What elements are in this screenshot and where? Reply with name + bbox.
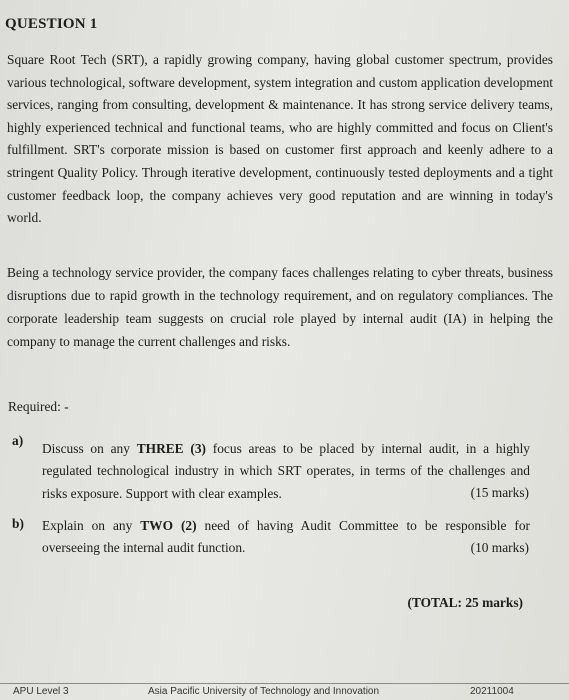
question-b-text-bold: TWO (2) (140, 518, 197, 533)
question-a-text-pre: Discuss on any (42, 441, 137, 456)
footer-divider (0, 683, 569, 684)
footer-university: Asia Pacific University of Technology and Innovation (148, 686, 380, 697)
footer-level: APU Level 3 (13, 686, 69, 697)
question-a-text-post: focus areas to be placed by internal audit, in a highly regulated technological industry in which SRT operates, in terms of the challenges and risks exposure. Support with clear examples. (42, 441, 531, 501)
required-label: Required: - (8, 399, 69, 414)
footer-code: 20211004 (470, 686, 514, 697)
question-a-text-bold: THREE (3) (136, 441, 206, 456)
question-a-text (42, 438, 530, 505)
question-b-text-post: need of having Audit Committee to be responsible for overseeing the internal audit function. (42, 518, 530, 556)
question-a-marks: (15 marks) (470, 485, 529, 500)
question-b-text (42, 515, 530, 560)
total-marks: (TOTAL: 25 marks) (407, 595, 523, 610)
scenario-paragraph-2: Being a technology service provider, the company faces challenges relating to cyber threats, business disruptions due to rapid growth in the technology requirement, and on regulatory compliances. The corporate leadership team suggests on crucial role played by internal audit (IA) in helping the company to manage the current challenges and risks. (7, 265, 553, 349)
question-b-label: b) (12, 516, 24, 531)
question-b-marks: (10 marks) (470, 540, 529, 555)
question-a-label: a) (12, 433, 24, 448)
scenario-paragraph-1: Square Root Tech (SRT), a rapidly growing company, having global customer spectrum, provides various technological, software development, system integration and custom application development services, ranging from consulting, development & maintenance. It has strong service delivery teams, highly experienced technical and functional teams, who are highly committed and focus on Client's fulfillment. SRT's corporate mission is based on customer first approach and keenly adhere to a stringent Quality Policy. Through iterative development, continuously tested deployments and a tight customer feedback loop, the company achieves very good reputation and are winning in today's world. (7, 52, 553, 226)
question-title: QUESTION 1 (5, 16, 98, 32)
question-b-text-pre: Explain on any (42, 518, 141, 533)
